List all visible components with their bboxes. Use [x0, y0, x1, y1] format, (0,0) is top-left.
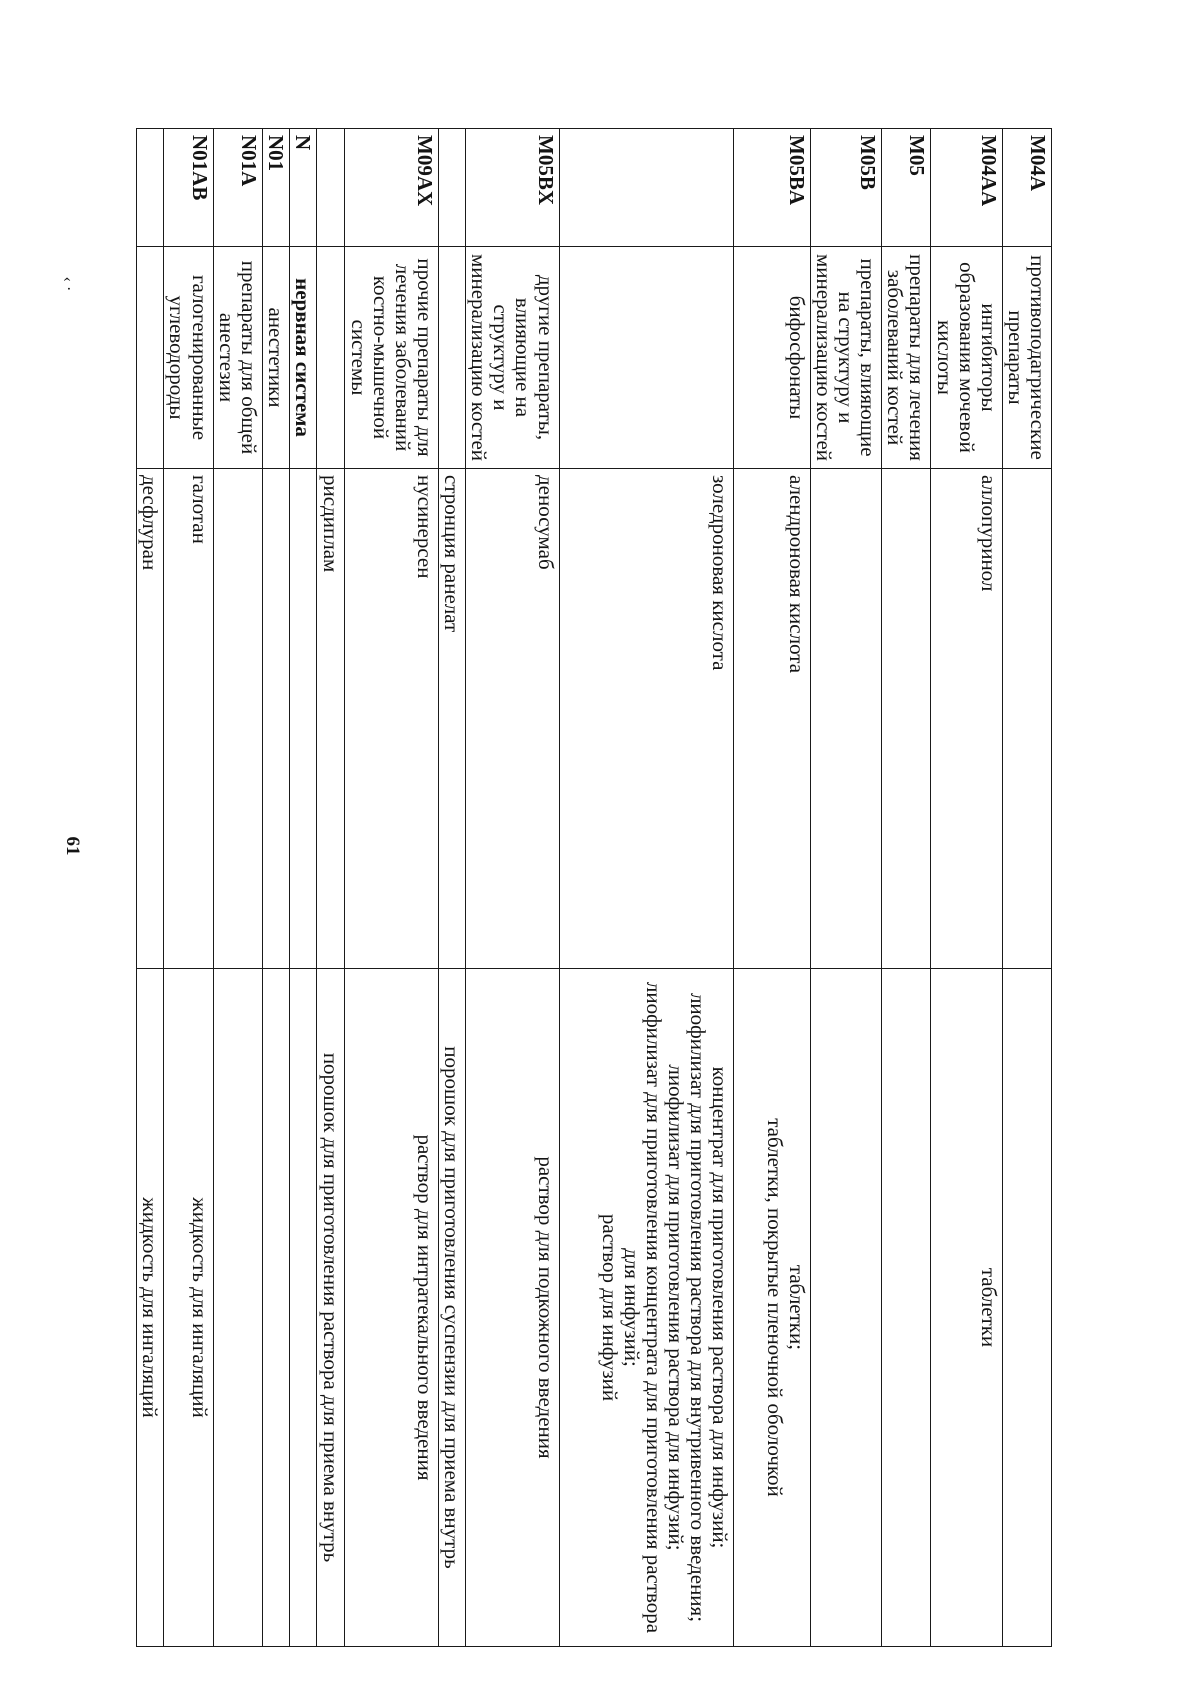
- dosage-form-cell: [317, 969, 345, 1647]
- table-row: [931, 129, 1002, 1647]
- drug-name-cell: деносумаб: [465, 469, 559, 969]
- drug-name-cell: стронция ранелат: [438, 469, 465, 969]
- table-row: [438, 129, 465, 1647]
- table-row: [213, 129, 262, 1647]
- anatomical-group-cell: нервная система: [289, 247, 316, 469]
- table-row: [137, 129, 164, 1647]
- dosage-form-cell: [164, 969, 213, 1647]
- anatomical-group-cell: препараты для общей анестезии: [213, 247, 262, 469]
- dosage-form-cell: [262, 969, 289, 1647]
- drug-table-rotated: [136, 128, 1052, 1646]
- drug-name-cell: рисдиплам: [317, 469, 345, 969]
- drug-name-cell: [289, 469, 316, 969]
- table-row: [164, 129, 213, 1647]
- dosage-form-line: раствор для интратекального введения: [412, 1134, 437, 1481]
- anatomical-group-cell: препараты для лечения заболеваний костей: [881, 247, 930, 469]
- drug-name-cell: [262, 469, 289, 969]
- anatomical-group-cell: анестетики: [262, 247, 289, 469]
- table-row: [881, 129, 930, 1647]
- anatomical-group-cell: прочие препараты для лечения заболеваний костно-мышечной системы: [345, 247, 439, 469]
- drug-name-cell: золедроновая кислота: [559, 469, 734, 969]
- dosage-form-cell: [345, 969, 439, 1647]
- atc-code-cell: M04AA: [931, 129, 1002, 247]
- dosage-form-line: лиофилизат для приготовления раствора для инфузий;: [664, 1064, 689, 1551]
- dosage-form-line: порошок для приготовления суспензии для приема внутрь: [439, 1046, 464, 1569]
- drug-name-cell: [810, 469, 881, 969]
- dosage-form-cell: [1002, 969, 1051, 1647]
- dosage-form-cell: [438, 969, 465, 1647]
- anatomical-group-cell: [317, 247, 345, 469]
- table-row: [559, 129, 734, 1647]
- scan-mark: ‹ ·: [59, 276, 77, 292]
- dosage-form-cell: [559, 969, 734, 1647]
- atc-code-cell: [137, 129, 164, 247]
- drug-name-cell: [213, 469, 262, 969]
- atc-code-cell: M05BX: [465, 129, 559, 247]
- atc-code-cell: [438, 129, 465, 247]
- anatomical-group-cell: [438, 247, 465, 469]
- dosage-form-cell: [810, 969, 881, 1647]
- table-row: [1002, 129, 1051, 1647]
- dosage-form-line: раствор для подкожного введения: [533, 1156, 558, 1459]
- drug-table-body: [137, 129, 1052, 1647]
- table-row: [262, 129, 289, 1647]
- drug-name-cell: [881, 469, 930, 969]
- atc-code-cell: M05BA: [734, 129, 810, 247]
- atc-code-cell: N: [289, 129, 316, 247]
- dosage-form-cell: [213, 969, 262, 1647]
- dosage-form-cell: [289, 969, 316, 1647]
- anatomical-group-cell: противоподагрические препараты: [1002, 247, 1051, 469]
- dosage-form-line: жидкость для ингаляций: [138, 1197, 163, 1418]
- atc-code-cell: [559, 129, 734, 247]
- atc-code-cell: N01A: [213, 129, 262, 247]
- dosage-form-line: таблетки;: [784, 1264, 809, 1351]
- dosage-form-cell: [931, 969, 1002, 1647]
- atc-code-cell: N01: [262, 129, 289, 247]
- drug-table: [136, 128, 1052, 1647]
- drug-name-cell: нусинерсен: [345, 469, 439, 969]
- page-number: 61: [62, 836, 83, 856]
- drug-name-cell: аллопуринол: [931, 469, 1002, 969]
- dosage-form-cell: [137, 969, 164, 1647]
- dosage-form-line: лиофилизат для приготовления концентрата для приготовления раствора для инфузий;: [620, 981, 667, 1634]
- table-row: [465, 129, 559, 1647]
- dosage-form-line: раствор для инфузий: [598, 1213, 623, 1402]
- dosage-form-line: таблетки: [976, 1267, 1001, 1348]
- drug-name-cell: алендроновая кислота: [734, 469, 810, 969]
- dosage-form-line: жидкость для ингаляций: [187, 1197, 212, 1418]
- anatomical-group-cell: галогенированные углеводороды: [164, 247, 213, 469]
- drug-name-cell: галотан: [164, 469, 213, 969]
- anatomical-group-cell: другие препараты, влияющие на структуру и минерализацию костей: [465, 247, 559, 469]
- anatomical-group-cell: ингибиторы образования мочевой кислоты: [931, 247, 1002, 469]
- atc-code-cell: M04A: [1002, 129, 1051, 247]
- dosage-form-line: концентрат для приготовления раствора для инфузий;: [708, 1066, 733, 1549]
- atc-code-cell: M09AX: [345, 129, 439, 247]
- dosage-form-line: таблетки, покрытые пленочной оболочкой: [762, 1118, 787, 1497]
- atc-code-cell: M05: [881, 129, 930, 247]
- anatomical-group-cell: препараты, влияющие на структуру и минерализацию костей: [810, 247, 881, 469]
- drug-name-cell: [1002, 469, 1051, 969]
- atc-code-cell: M05B: [810, 129, 881, 247]
- drug-name-cell: десфлуран: [137, 469, 164, 969]
- table-row: [317, 129, 345, 1647]
- anatomical-group-cell: [137, 247, 164, 469]
- dosage-form-cell: [881, 969, 930, 1647]
- anatomical-group-cell: [559, 247, 734, 469]
- atc-code-cell: N01AB: [164, 129, 213, 247]
- dosage-form-line: лиофилизат для приготовления раствора для внутривенного введения;: [686, 992, 711, 1623]
- table-row: [810, 129, 881, 1647]
- table-row: [289, 129, 316, 1647]
- dosage-form-line: порошок для приготовления раствора для приема внутрь: [319, 1052, 344, 1563]
- dosage-form-cell: [734, 969, 810, 1647]
- table-row: [734, 129, 810, 1647]
- dosage-form-cell: [465, 969, 559, 1647]
- atc-code-cell: [317, 129, 345, 247]
- table-row: [345, 129, 439, 1647]
- anatomical-group-cell: бифосфонаты: [734, 247, 810, 469]
